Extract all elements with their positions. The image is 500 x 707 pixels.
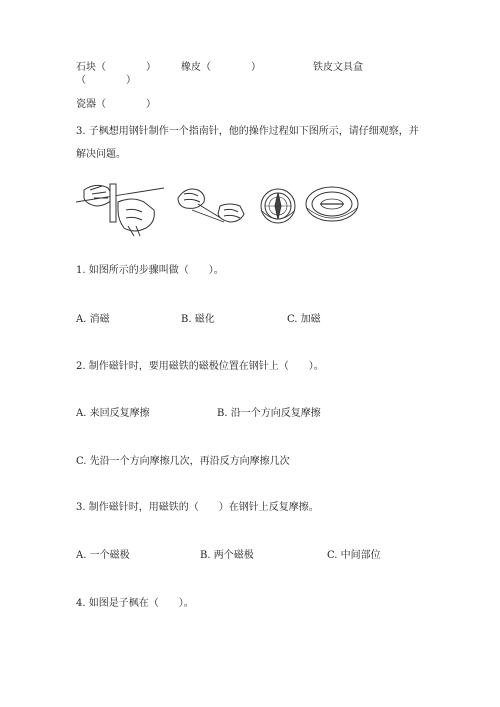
question-2-option-a: A. 来回反复摩擦 [76, 408, 150, 419]
floating-needle-bowl-icon [306, 187, 358, 221]
question-2-option-c: C. 先沿一个方向摩擦几次，再沿反方向摩擦几次 [76, 456, 290, 467]
question-3-stem: 3. 制作磁针时，用磁铁的（ ）在钢针上反复摩擦。 [76, 502, 319, 513]
fill-item-pencil-box: 铁皮文具盒 [313, 62, 363, 73]
hands-stroking-needle-icon [76, 184, 164, 236]
section3-intro-line2: 解决问题。 [76, 149, 126, 160]
fill-item-stone: 石块（ ） [76, 62, 156, 73]
question-1-option-b: B. 磁化 [181, 314, 215, 325]
section3-intro-line1: 3. 子枫想用钢针制作一个指南针，他的操作过程如下图所示，请仔细观察，并 [76, 126, 419, 137]
question-3-option-c: C. 中间部位 [327, 550, 381, 561]
question-3-option-b: B. 两个磁极 [200, 550, 254, 561]
fill-item-porcelain: 瓷器（ ） [76, 99, 156, 110]
question-1-stem: 1. 如图所示的步骤叫做（ ）。 [76, 265, 224, 276]
question-2-stem: 2. 制作磁针时，要用磁铁的磁极位置在钢针上（ ）。 [76, 361, 324, 372]
question-3-option-a: A. 一个磁极 [76, 550, 130, 561]
hands-holding-needle-icon [178, 189, 244, 222]
question-4-stem: 4. 如图是子枫在（ ）。 [76, 598, 194, 609]
question-1-option-a: A. 消磁 [76, 314, 110, 325]
compass-icon [261, 189, 295, 223]
question-2-option-b: B. 沿一个方向反复摩擦 [217, 408, 321, 419]
magnetizing-figure [74, 180, 364, 240]
question-1-option-c: C. 加磁 [287, 314, 321, 325]
fill-item-eraser: 橡皮（ ） [181, 62, 261, 73]
fill-item-pencil-box-blank: （ ） [76, 75, 136, 86]
